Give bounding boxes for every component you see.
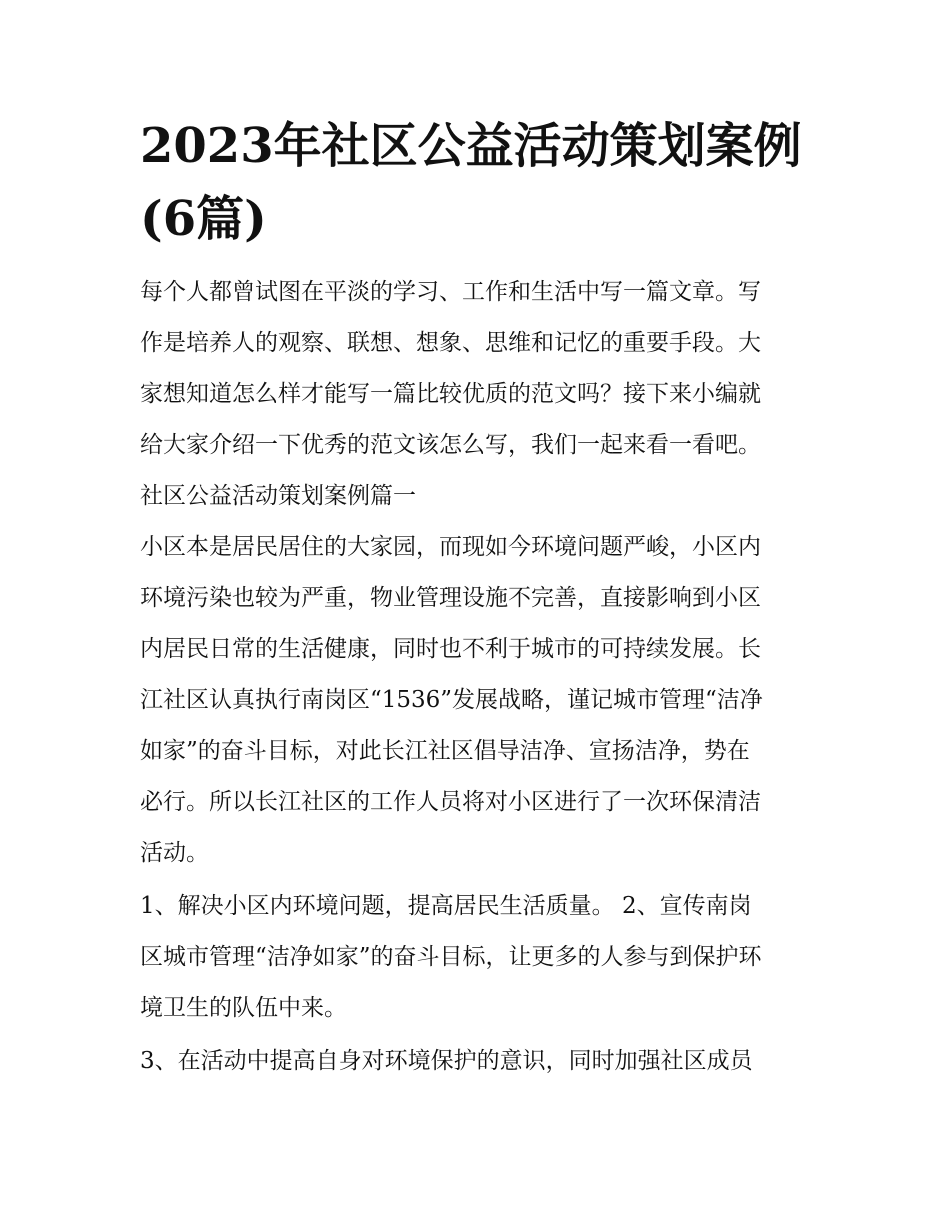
document-page <box>140 110 812 1087</box>
text-line: 江社区认真执行南岗区“1536”发展战略，谨记城市管理“洁净 <box>140 687 763 713</box>
title-line: 2023年社区公益活动策划案例 <box>140 118 802 174</box>
text-line: 内居民日常的生活健康，同时也不利于城市的可持续发展。长 <box>140 636 761 662</box>
text-line: 作是培养人的观察、联想、想象、思维和记忆的重要手段。大 <box>140 330 761 356</box>
goals-paragraph-continued <box>140 1036 812 1087</box>
text-line: 必行。所以长江社区的工作人员将对小区进行了一次环保清洁 <box>140 789 761 815</box>
text-line: 境卫生的队伍中来。 <box>140 995 347 1021</box>
text-line: 家想知道怎么样才能写一篇比较优质的范文吗？接下来小编就 <box>140 381 761 407</box>
text-line: 如家”的奋斗目标，对此长江社区倡导洁净、宣扬洁净，势在 <box>140 738 750 764</box>
text-line: 活动。 <box>140 840 209 866</box>
text-line: 环境污染也较为严重，物业管理设施不完善，直接影响到小区 <box>140 585 761 611</box>
text-line: 给大家介绍一下优秀的范文该怎么写，我们一起来看一看吧。 <box>140 432 761 458</box>
document-title <box>140 110 812 256</box>
text-line: 社区公益活动策划案例篇一 <box>140 483 416 509</box>
goals-paragraph <box>140 881 812 1034</box>
text-line: 1、解决小区内环境问题，提高居民生活质量。 2、宣传南岗 <box>140 893 752 919</box>
section-heading <box>140 471 812 522</box>
text-line: 每个人都曾试图在平淡的学习、工作和生活中写一篇文章。写 <box>140 279 761 305</box>
text-line: 小区本是居民居住的大家园，而现如今环境问题严峻，小区内 <box>140 534 761 560</box>
text-line: 3、在活动中提高自身对环境保护的意识，同时加强社区成员 <box>140 1048 753 1074</box>
background-paragraph <box>140 522 812 879</box>
document-body <box>140 267 812 1087</box>
title-line: (6篇) <box>140 191 267 247</box>
text-line: 区城市管理“洁净如家”的奋斗目标，让更多的人参与到保护环 <box>140 944 762 970</box>
intro-paragraph <box>140 267 812 471</box>
